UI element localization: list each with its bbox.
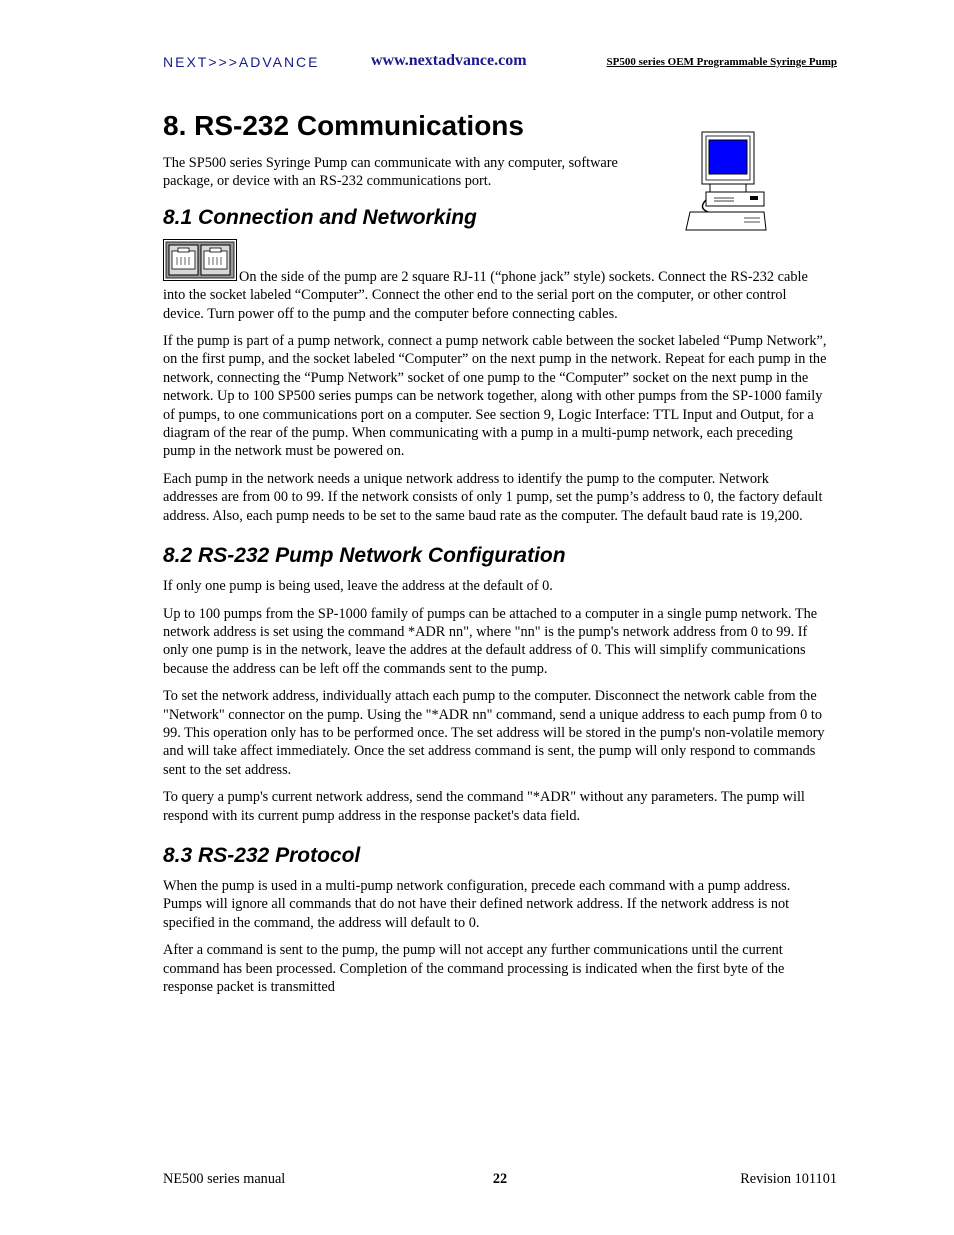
section-connection-networking: [163, 205, 827, 525]
revision-label: Revision 101101: [740, 1171, 837, 1187]
paragraph: Up to 100 pumps from the SP-1000 family of pumps can be attached to a computer in a single pump network. The network address is set using the command *ADR nn", where "nn" is the pump's network address from 0 to 99. If only one pump is in the network, leave the addres at the default address of 0. This will simplify communications because the address can be left off the commands sent to the pump.: [163, 605, 818, 677]
paragraph: To set the network address, individually attach each pump to the computer. Disconnect the network cable from the "Network" connector on the pump. Using the "*ADR nn" command, send a unique address to each pump from 0 to 99. This operation only has to be performed once. The set address will be stored in the pump's non-volatile memory and will take affect immediately. Once the set address command is sent, the pump will only respond to commands sent to the set address.: [163, 688, 825, 778]
page-title: 8. RS-232 Communications: [163, 110, 524, 141]
section-heading: 8.2 RS-232 Pump Network Configuration: [163, 544, 566, 568]
paragraph-text: On the side of the pump are 2 square RJ-11 (“phone jack” style) sockets. Connect the RS-232 cable into the socket labeled “Computer”. Connect the other end to the serial port on the computer, or other control device. Turn power off to the pump and the computer before connecting cables.: [163, 268, 808, 322]
paragraph: To query a pump's current network address, send the command "*ADR" without any parameters. The pump will respond with its current pump address in the response packet's data field.: [163, 789, 805, 824]
page-number: 22: [492, 1171, 508, 1187]
paragraph: Each pump in the network needs a unique network address to identify the pump to the computer. Network addresses are from 00 to 99. If the network consists of only 1 pump, set the pump’s address to 0, the factory default address. Also, each pump needs to be set to the same baud rate as the computer. The default baud rate is 19,200.: [163, 470, 823, 524]
page-content: [163, 108, 827, 1005]
intro-paragraph: The SP500 series Syringe Pump can communicate with any computer, software package, or device with an RS-232 communications port.: [163, 155, 618, 190]
website-link[interactable]: www.nextadvance.com: [371, 52, 527, 69]
section-heading: 8.3 RS-232 Protocol: [163, 843, 361, 867]
paragraph: When the pump is used in a multi-pump network configuration, precede each command with a pump address. Pumps will ignore all commands that do not have their defined network address. If the network address is not specified in the command, the address will default to 0.: [163, 877, 791, 931]
section-heading: 8.1 Connection and Networking: [163, 205, 477, 229]
rj11-sockets-icon: [163, 239, 237, 286]
section-protocol: [163, 843, 827, 996]
page-footer: [163, 1171, 837, 1191]
paragraph: If the pump is part of a pump network, connect a pump network cable between the socket labeled “Pump Network”, on the first pump, and the socket labeled “Computer” on the next pump in the network. Repeat for each pump in the network, connecting the “Pump Network” socket of one pump to the “Computer” socket on the next pump in the network. Up to 100 SP500 series pumps can be network together, along with other pumps from the SP-1000 family of pumps, to one communications port on a computer. See section 9, Logic Interface: TTL Input and Output, for a diagram of the rear of the pump. When communicating with a pump in a multi-pump network, each preceding pump in the network must be powered on.: [163, 333, 827, 460]
manual-name: NE500 series manual: [163, 1171, 286, 1187]
paragraph: [163, 239, 827, 323]
paragraph: If only one pump is being used, leave the address at the default of 0.: [163, 578, 553, 595]
paragraph: After a command is sent to the pump, the pump will not accept any further communications until the current command has been processed. Completion of the command processing is indicated when the first byte of the response packet is transmitted: [163, 942, 785, 995]
page-header: [163, 50, 837, 74]
brand-logo: NEXT>>>ADVANCE: [163, 54, 320, 70]
product-title: SP500 series OEM Programmable Syringe Pump: [606, 56, 837, 68]
section-network-configuration: [163, 543, 827, 825]
